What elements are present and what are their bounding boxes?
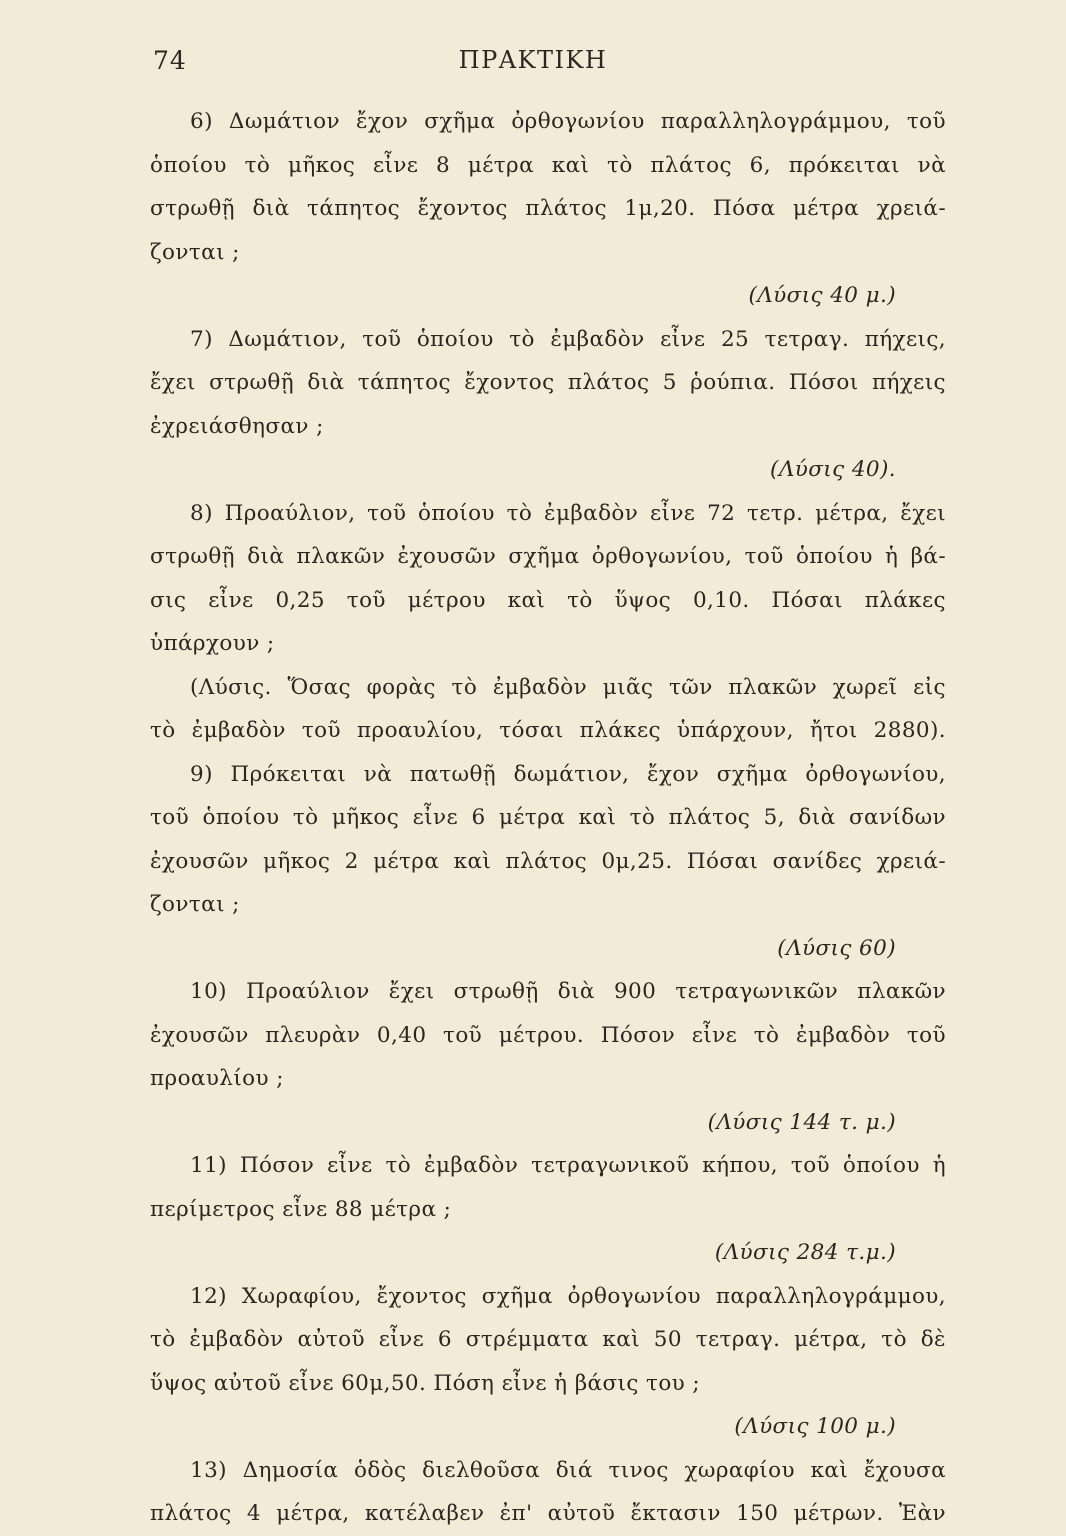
text-line: περίμετρος εἶνε 88 μέτρα ; xyxy=(150,1196,452,1222)
answer-line: (Λύσις 40). xyxy=(770,457,896,482)
text-line: πλάτος 4 μέτρα, κατέλαβεν ἐπ' αὐτοῦ ἔκτασιν 150 μέτρων. Ἐὰν xyxy=(150,1501,946,1526)
text-line: 9) Πρόκειται νὰ πατωθῇ δωμάτιον, ἔχον σχῆμα ὀρθογωνίου, xyxy=(190,761,946,787)
text-line: ζονται ; xyxy=(150,239,240,265)
text-line: στρωθῇ διὰ τάπητος ἔχοντος πλάτος 1μ,20. Πόσα μέτρα χρειά- xyxy=(150,196,946,221)
text-line: ὕψος αὐτοῦ εἶνε 60μ,50. Πόση εἶνε ἡ βάσις του ; xyxy=(150,1370,701,1396)
answer-line: (Λύσις 100 μ.) xyxy=(734,1414,896,1439)
answer-text-line: (Λύσις. Ὅσας φορὰς τὸ ἐμβαδὸν μιᾶς τῶν πλακῶν χωρεῖ εἰς xyxy=(190,674,946,700)
text-line: ἐχουσῶν πλευρὰν 0,40 τοῦ μέτρου. Πόσον εἶνε τὸ ἐμβαδὸν τοῦ xyxy=(150,1022,946,1048)
answer-line: (Λύσις 40 μ.) xyxy=(748,283,896,308)
answer-line: (Λύσις 284 τ.μ.) xyxy=(714,1240,896,1265)
text-line: στρωθῇ διὰ πλακῶν ἐχουσῶν σχῆμα ὀρθογωνίου, τοῦ ὁποίου ἡ βά- xyxy=(150,544,946,569)
answer-line: (Λύσις 60) xyxy=(777,935,896,961)
text-line: 7) Δωμάτιον, τοῦ ὁποίου τὸ ἐμβαδὸν εἶνε 25 τετραγ. πήχεις, xyxy=(190,326,946,352)
text-line: προαυλίου ; xyxy=(150,1066,284,1091)
text-line: 13) Δημοσία ὁδὸς διελθοῦσα διά τινος χωραφίου καὶ ἔχουσα xyxy=(190,1457,946,1483)
text-line: ζονται ; xyxy=(150,892,240,917)
text-line: 8) Προαύλιον, τοῦ ὁποίου τὸ ἐμβαδὸν εἶνε 72 τετρ. μέτρα, ἔχει xyxy=(190,500,946,526)
text-line: 11) Πόσον εἶνε τὸ ἐμβαδὸν τετραγωνικοῦ κήπου, τοῦ ὁποίου ἡ xyxy=(190,1153,946,1178)
text-line: 6) Δωμάτιον ἔχον σχῆμα ὀρθογωνίου παραλληλογράμμου, τοῦ xyxy=(190,109,946,134)
text-line: ὑπάρχουν ; xyxy=(150,631,275,656)
text-line: ἐχρειάσθησαν ; xyxy=(150,413,324,439)
text-line: σις εἶνε 0,25 τοῦ μέτρου καὶ τὸ ὕψος 0,10. Πόσαι πλάκες xyxy=(150,587,946,613)
page-number: 74 xyxy=(153,46,187,75)
page-header xyxy=(0,42,1066,82)
page-body xyxy=(150,100,946,1536)
text-line: τὸ ἐμβαδὸν αὐτοῦ εἶνε 6 στρέμματα καὶ 50 τετραγ. μέτρα, τὸ δὲ xyxy=(150,1327,946,1352)
text-line: ἐχουσῶν μῆκος 2 μέτρα καὶ πλάτος 0μ,25. Πόσαι σανίδες χρειά- xyxy=(150,848,946,874)
text-line: ἔχει στρωθῇ διὰ τάπητος ἔχοντος πλάτος 5 ῥούπια. Πόσοι πήχεις xyxy=(150,370,946,395)
text-line: 10) Προαύλιον ἔχει στρωθῇ διὰ 900 τετραγωνικῶν πλακῶν xyxy=(190,979,946,1004)
running-title: ΠΡΑΚΤΙΚΗ xyxy=(458,46,608,74)
text-line: τοῦ ὁποίου τὸ μῆκος εἶνε 6 μέτρα καὶ τὸ πλάτος 5, διὰ σανίδων xyxy=(150,805,946,830)
text-line: ὁποίου τὸ μῆκος εἶνε 8 μέτρα καὶ τὸ πλάτος 6, πρόκειται νὰ xyxy=(150,152,946,178)
text-line: 12) Χωραφίου, ἔχοντος σχῆμα ὀρθογωνίου παραλληλογράμμου, xyxy=(190,1283,946,1309)
answer-line: (Λύσις 144 τ. μ.) xyxy=(707,1109,896,1135)
answer-text-line: τὸ ἐμβαδὸν τοῦ προαυλίου, τόσαι πλάκες ὑπάρχουν, ἤτοι 2880). xyxy=(150,718,946,743)
